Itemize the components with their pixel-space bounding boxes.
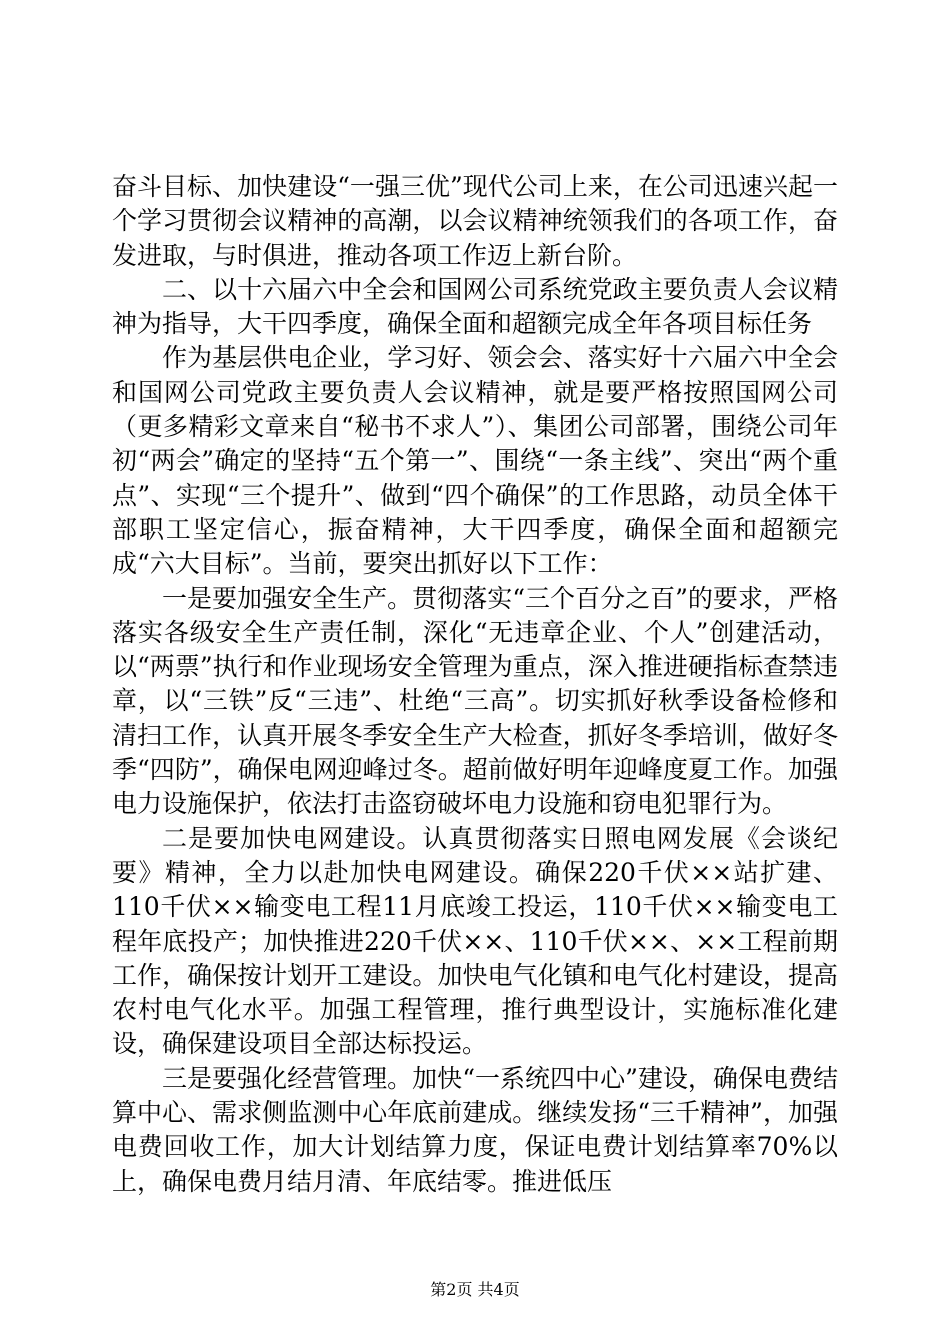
paragraph-continuation: 奋斗目标、加快建设“一强三优”现代公司上来，在公司迅速兴起一个学习贯彻会议精神的高潮，以会议精神统领我们的各项工作，奋发进取，与时俱进，推动各项工作迈上新台阶。 xyxy=(112,172,838,270)
section-heading: 二、以十六届六中全会和国网公司系统党政主要负责人会议精神为指导，大干四季度，确保全面和超额完成全年各项目标任务 xyxy=(112,274,838,339)
document-body xyxy=(112,170,838,1199)
paragraph-intro: 作为基层供电企业，学习好、领会会、落实好十六届六中全会和国网公司党政主要负责人会议精神，就是要严格按照国网公司（更多精彩文章来自“秘书不求人”）、集团公司部署，围绕公司年初“两会”确定的坚持“五个第一”、围绕“一条主线”、突出“两个重点”、实现“三个提升”、做到“四个确保”的工作思路，动员全体干部职工坚定信心，振奋精神，大干四季度，确保全面和超额完成“六大目标”。当前，要突出抓好以下工作： xyxy=(112,343,838,579)
paragraph-operations: 三是要强化经营管理。加快“一系统四中心”建设，确保电费结算中心、需求侧监测中心年底前建成。继续发扬“三千精神”，加强电费回收工作，加大计划结算力度，保证电费计划结算率70%以上，确保电费月结月清、年底结零。推进低压 xyxy=(112,1063,838,1196)
paragraph-safety: 一是要加强安全生产。贯彻落实“三个百分之百”的要求，严格落实各级安全生产责任制，深化“无违章企业、个人”创建活动，以“两票”执行和作业现场安全管理为重点，深入推进硬指标查禁违章，以“三铁”反“三违”、杜绝“三高”。切实抓好秋季设备检修和清扫工作，认真开展冬季安全生产大检查，抓好冬季培训，做好冬季“四防”，确保电网迎峰过冬。超前做好明年迎峰度夏工作。加强电力设施保护，依法打击盗窃破坏电力设施和窃电犯罪行为。 xyxy=(112,583,838,819)
paragraph-grid-construction: 二是要加快电网建设。认真贯彻落实日照电网发展《会谈纪要》精神，全力以赴加快电网建设。确保220千伏××站扩建、110千伏××输变电工程11月底竣工投运，110千伏××输变电工程年底投产；加快推进220千伏××、110千伏××、××工程前期工作，确保按计划开工建设。加快电气化镇和电气化村建设，提高农村电气化水平。加强工程管理，推行典型设计，实施标准化建设，确保建设项目全部达标投运。 xyxy=(112,823,838,1059)
page-number-footer: 第2页 共4页 xyxy=(430,1280,520,1299)
